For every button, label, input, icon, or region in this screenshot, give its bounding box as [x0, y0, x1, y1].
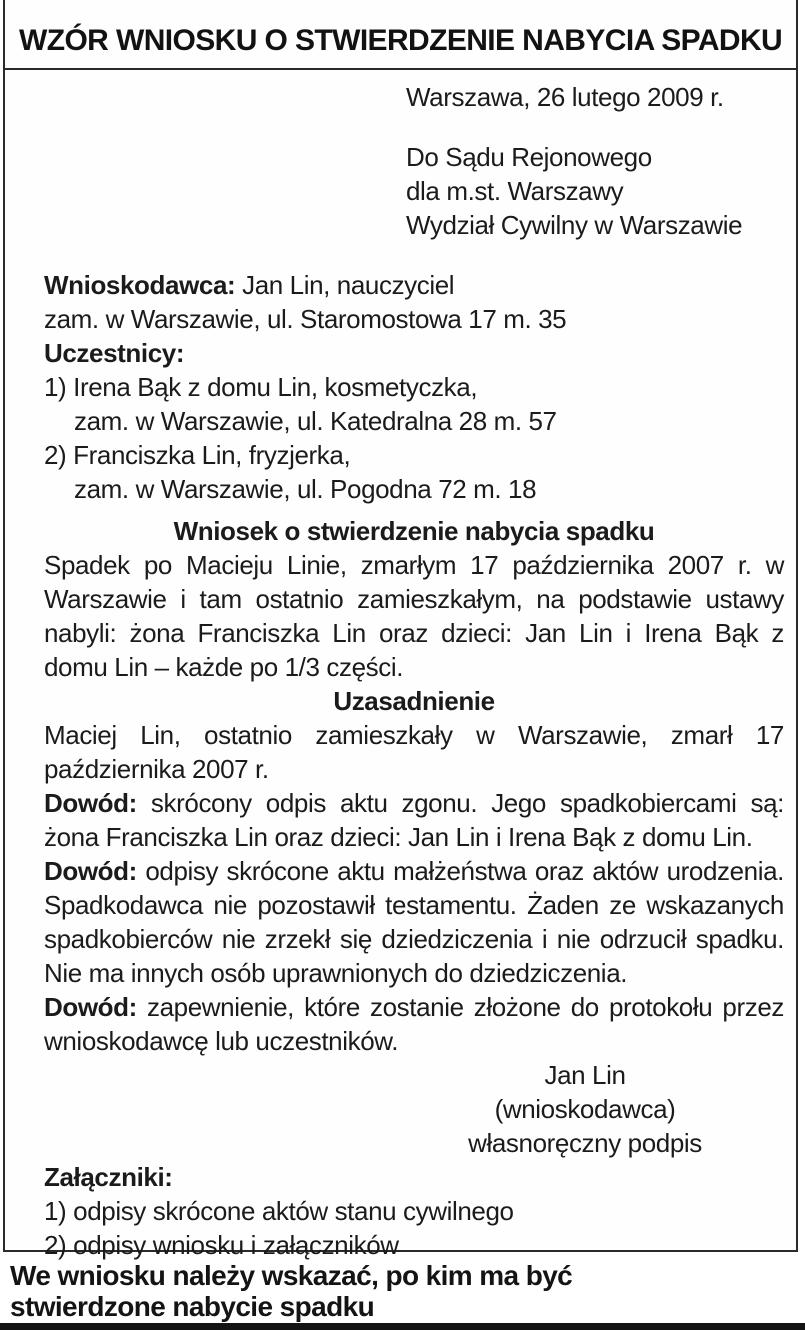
- participants-label: Uczestnicy:: [44, 338, 185, 368]
- participant-address: zam. w Warszawie, ul. Katedralna 28 m. 57: [74, 406, 557, 436]
- footer-note: We wniosku należy wskazać, po kim ma być stwierdzone nabycie spadku: [10, 1260, 573, 1322]
- participant-name: 2) Franciszka Lin, fryzjerka,: [44, 440, 351, 470]
- parties-block: [44, 268, 784, 506]
- paragraph-text: Maciej Lin, ostatnio zamieszkały w Warszawie, zmarł 17 października 2007 r.: [44, 720, 784, 784]
- addressee-line: Do Sądu Rejonowego: [406, 142, 652, 172]
- participant-name: 1) Irena Bąk z domu Lin, kosmetyczka,: [44, 372, 478, 402]
- evidence-text: zapewnienie, które zostanie złożone do protokołu przez wnioskodawcę lub uczestników.: [44, 992, 784, 1056]
- applicant-line: [44, 268, 784, 302]
- attachments-label: Załączniki:: [44, 1162, 173, 1192]
- evidence-paragraph: [44, 854, 784, 990]
- attachments-block: [44, 1160, 784, 1262]
- request-heading: Wniosek o stwierdzenie nabycia spadku: [173, 516, 655, 546]
- evidence-text: skrócony odpis aktu zgonu. Jego spadkobiercami są: żona Franciszka Lin oraz dzieci: Jan Lin i Irena Bąk z domu Lin.: [44, 788, 784, 852]
- signature-role: (wnioskodawca): [494, 1094, 676, 1124]
- dateline: Warszawa, 26 lutego 2009 r.: [406, 82, 724, 112]
- addressee-line: Wydział Cywilny w Warszawie: [406, 210, 743, 240]
- evidence-lead: Dowód:: [44, 856, 137, 886]
- attachment-item: 1) odpisy skrócone aktów stanu cywilnego: [44, 1196, 514, 1226]
- request-body: Spadek po Macieju Linie, zmarłym 17 października 2007 r. w Warszawie i tam ostatnio zamieszkałym, na podstawie ustawy nabyli: żona Franciszka Lin oraz dzieci: Jan Lin i Irena Bąk z domu Lin – każde po 1/3 części.: [44, 550, 784, 682]
- evidence-text: odpisy skrócone aktu małżeństwa oraz aktów urodzenia. Spadkodawca nie pozostawił testamentu. Żaden ze wskazanych spadkobierców nie zrzekł się dziedziczenia i nie odrzucił spadku. Nie ma innych osób uprawnionych do dziedziczenia.: [44, 856, 784, 988]
- applicant-address: zam. w Warszawie, ul. Staromostowa 17 m. 35: [44, 304, 567, 334]
- document-box: [3, 0, 798, 1260]
- addressee-line: dla m.st. Warszawy: [406, 176, 624, 206]
- addressee-block: [406, 140, 784, 242]
- evidence-lead: Dowód:: [44, 992, 137, 1022]
- justification-paragraph: [44, 718, 784, 786]
- justification-heading: Uzasadnienie: [333, 686, 495, 716]
- document-title: WZÓR WNIOSKU O STWIERDZENIE NABYCIA SPADKU: [19, 24, 783, 57]
- participant-address: zam. w Warszawie, ul. Pogodna 72 m. 18: [74, 474, 537, 504]
- bottom-rule-bar: [0, 1323, 805, 1330]
- document-body: [5, 70, 796, 1262]
- signature-block: [385, 1058, 785, 1160]
- evidence-paragraph: [44, 786, 784, 854]
- attachment-item: 2) odpisy wniosku i załączników: [44, 1230, 399, 1260]
- signature-name: Jan Lin: [544, 1060, 626, 1090]
- applicant-value: Jan Lin, nauczyciel: [235, 270, 455, 300]
- evidence-paragraph: [44, 990, 784, 1058]
- evidence-lead: Dowód:: [44, 788, 137, 818]
- document-header: [5, 0, 796, 70]
- applicant-label: Wnioskodawca:: [44, 270, 236, 300]
- signature-note: własnoręczny podpis: [468, 1128, 702, 1158]
